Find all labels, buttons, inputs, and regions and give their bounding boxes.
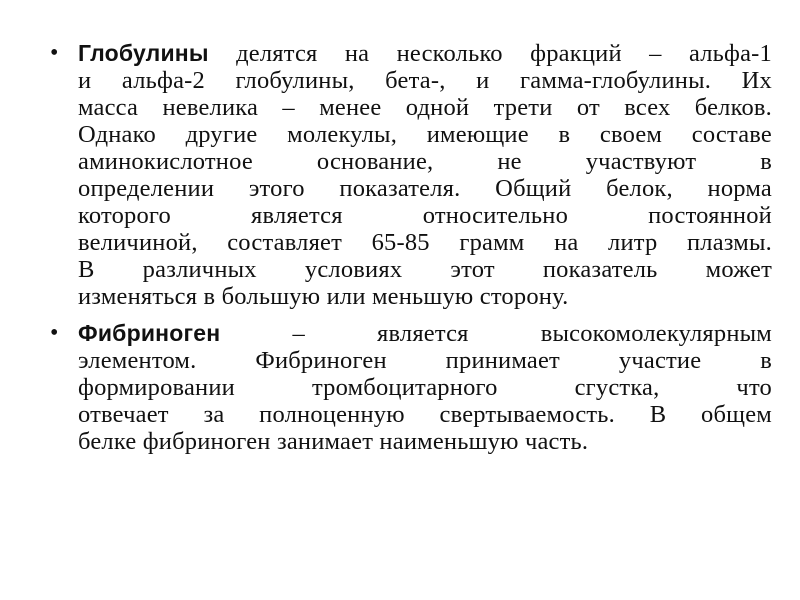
line-text: – является высокомолекулярным: [220, 320, 772, 347]
text-line: элементом. Фибриноген принимает участие в: [78, 347, 772, 374]
term-globulins: Глобулины: [78, 40, 209, 66]
bullet-item-globulins: [50, 40, 772, 310]
text-line: аминокислотное основание, не участвуют в: [78, 148, 772, 175]
text-line: формировании тромбоцитарного сгустка, что: [78, 374, 772, 401]
text-line: [78, 40, 772, 67]
text-line: которого является относительно постоянной: [78, 202, 772, 229]
text-line: изменяться в большую или меньшую сторону.: [78, 283, 569, 310]
text-line: определении этого показателя. Общий белок, норма: [78, 175, 772, 202]
text-line: величиной, составляет 65-85 грамм на литр плазмы.: [78, 229, 772, 256]
term-fibrinogen: Фибриноген: [78, 320, 221, 346]
bullet-list: [50, 40, 772, 465]
bullet-item-fibrinogen: [50, 320, 772, 455]
text-line: Однако другие молекулы, имеющие в своем составе: [78, 121, 772, 148]
text-line: белке фибриноген занимает наименьшую часть.: [78, 428, 589, 455]
bullet-dot-icon: •: [50, 40, 59, 66]
text-line: [78, 320, 772, 347]
text-line: В различных условиях этот показатель может: [78, 256, 772, 283]
text-line: и альфа-2 глобулины, бета-, и гамма-глобулины. Их: [78, 67, 772, 94]
text-line: отвечает за полноценную свертываемость. В общем: [78, 401, 772, 428]
bullet-dot-icon: •: [50, 320, 59, 346]
line-text: делятся на несколько фракций – альфа-1: [208, 40, 772, 67]
text-line: масса невелика – менее одной трети от всех белков.: [78, 94, 772, 121]
